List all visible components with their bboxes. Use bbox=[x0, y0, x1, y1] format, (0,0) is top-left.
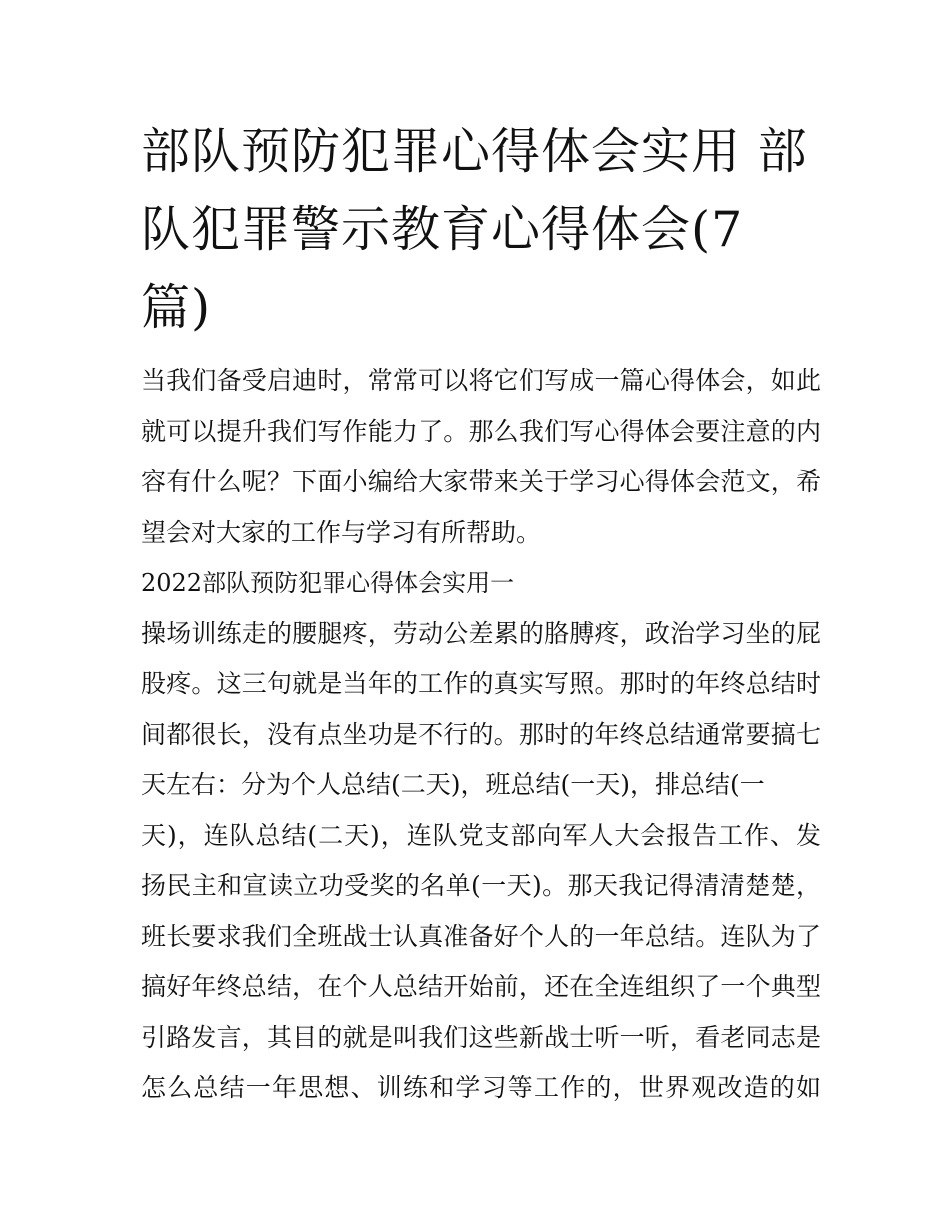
text-line: 搞好年终总结，在个人总结开始前，还在全连组织了一个典型 bbox=[141, 972, 821, 1001]
text-line: 扬民主和宣读立功受奖的名单(一天)。那天我记得清清楚楚， bbox=[141, 871, 821, 900]
section-paragraph bbox=[141, 609, 821, 1114]
text-line: 班长要求我们全班战士认真准备好个人的一年总结。连队为了 bbox=[141, 921, 821, 951]
intro-paragraph bbox=[141, 356, 821, 558]
title-line: 部队预防犯罪心得体会实用 部 bbox=[141, 123, 808, 180]
text-line: 股疼。这三句就是当年的工作的真实写照。那时的年终总结时 bbox=[141, 669, 821, 698]
document-title bbox=[141, 113, 821, 347]
text-line: 就可以提升我们写作能力了。那么我们写心得体会要注意的内 bbox=[141, 416, 821, 446]
text-line: 引路发言，其目的就是叫我们这些新战士听一听，看老同志是 bbox=[141, 1022, 821, 1052]
text-line: 间都很长，没有点坐功是不行的。那时的年终总结通常要搞七 bbox=[141, 719, 821, 749]
text-line: 容有什么呢？下面小编给大家带来关于学习心得体会范文，希 bbox=[141, 467, 821, 496]
text-line: 望会对大家的工作与学习有所帮助。 bbox=[141, 517, 542, 547]
title-line: 队犯罪警示教育心得体会(7 bbox=[141, 201, 744, 258]
text-line: 当我们备受启迪时，常常可以将它们写成一篇心得体会，如此 bbox=[141, 366, 821, 395]
text-line: 天)，连队总结(二天)，连队党支部向军人大会报告工作、发 bbox=[141, 820, 821, 850]
section-heading: 2022部队预防犯罪心得体会实用一 bbox=[141, 569, 515, 597]
document-body bbox=[141, 356, 821, 1114]
text-line: 怎么总结一年思想、训练和学习等工作的，世界观改造的如 bbox=[141, 1073, 821, 1102]
title-line: 篇) bbox=[141, 279, 212, 336]
text-line: 天左右：分为个人总结(二天)，班总结(一天)，排总结(一 bbox=[141, 770, 765, 799]
text-line: 操场训练走的腰腿疼，劳动公差累的胳膊疼，政治学习坐的屁 bbox=[141, 618, 821, 648]
